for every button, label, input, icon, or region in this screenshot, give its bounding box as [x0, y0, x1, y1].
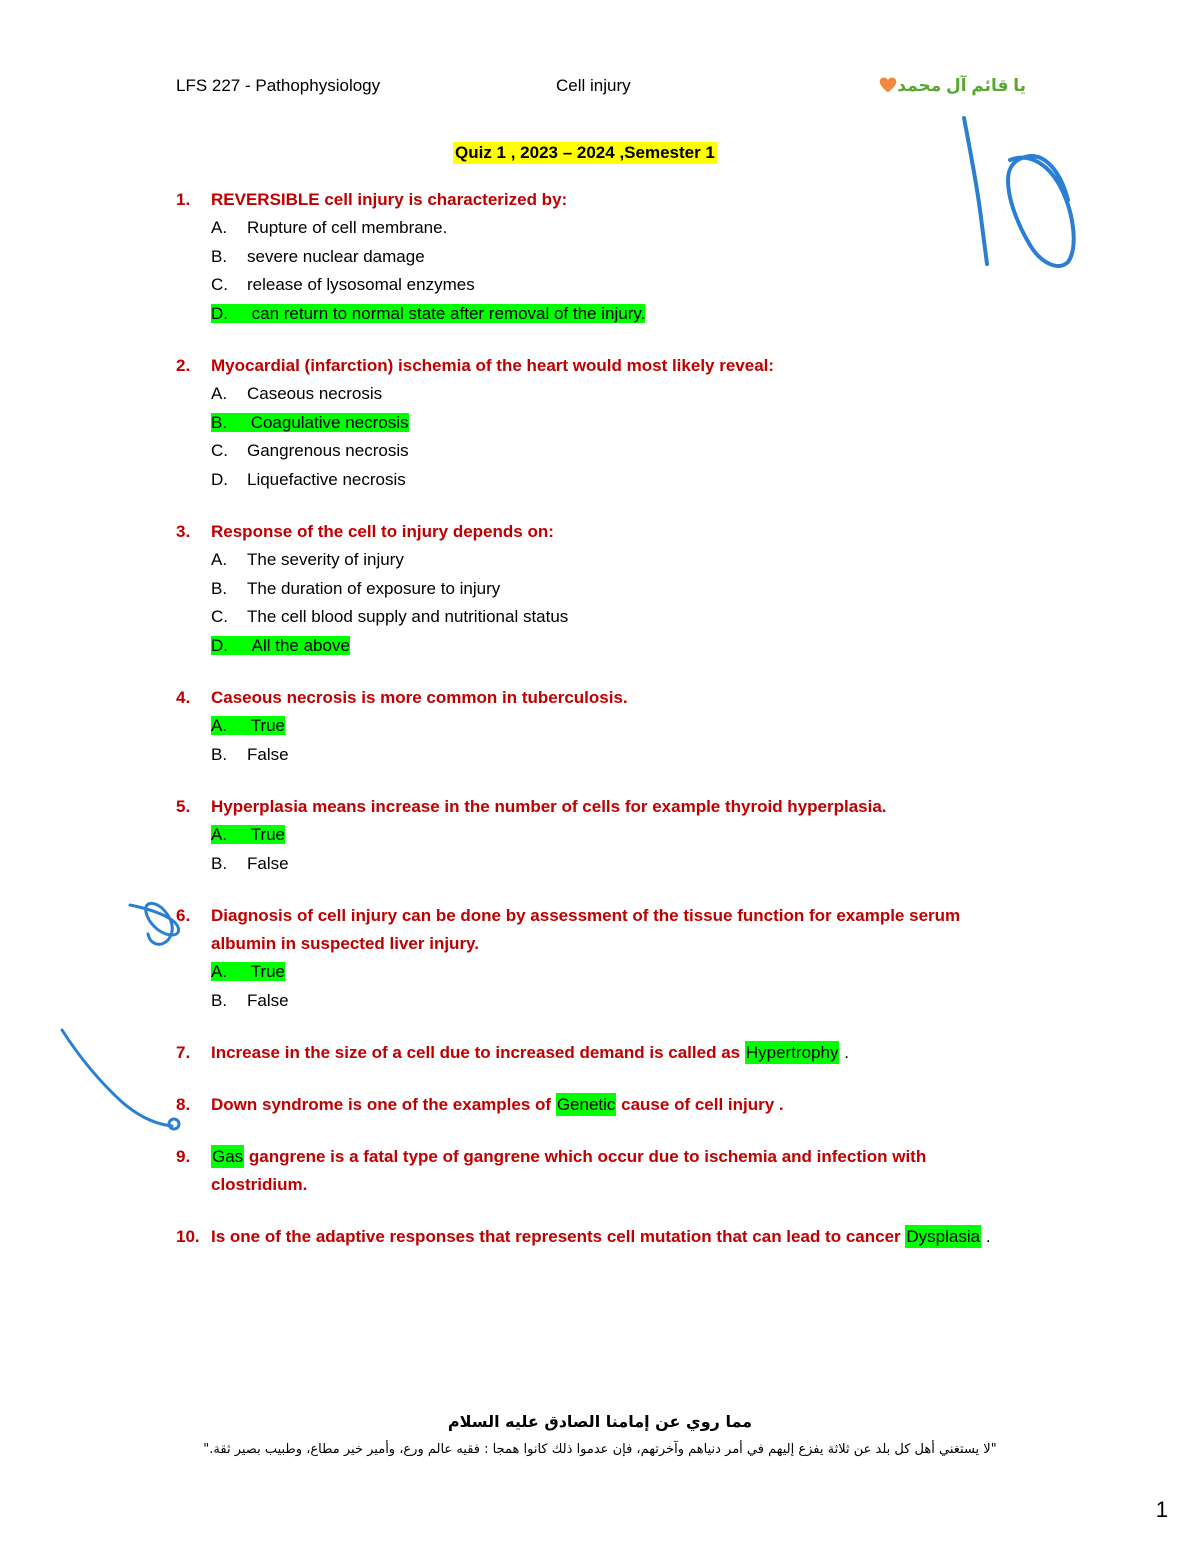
correct-answer-highlight: [211, 825, 285, 844]
fill-in-answer: Dysplasia: [906, 1227, 981, 1246]
question-4: [176, 684, 1006, 769]
page-number: 1: [1155, 1497, 1168, 1522]
question-text-tail: gangrene is a fatal type of gangrene which occur due to ischemia and infection with clostridium.: [211, 1147, 927, 1194]
option-a-correct: [176, 712, 1006, 741]
option-letter: B.: [211, 744, 228, 764]
option-letter: B.: [211, 412, 228, 432]
option-text: The cell blood supply and nutritional status: [247, 607, 569, 626]
option-letter: A.: [211, 218, 228, 237]
fill-in-answer: Genetic: [556, 1095, 616, 1114]
option-d-correct: [176, 632, 1006, 661]
arabic-quote: [170, 1412, 1030, 1461]
correct-answer-highlight: [211, 413, 409, 432]
quote-body: "لا يستغني أهل كل بلد عن ثلاثة يفزع إليهم في أمر دنياهم وآخرتهم، فإن عدموا ذلك كانوا همجا : فقيه عالم ورع، وأمير خير مطاع، وطبيب بصير ثقة.": [203, 1442, 997, 1457]
topic-title: Cell injury: [556, 76, 631, 95]
question-text: REVERSIBLE cell injury is characterized by:: [211, 190, 568, 209]
question-stem: [176, 793, 1006, 821]
invocation-label: يا قائم آل محمد: [897, 76, 1026, 95]
correct-answer-highlight: [211, 962, 285, 981]
option-letter: D.: [211, 635, 228, 655]
course-title: LFS 227 - Pathophysiology: [176, 76, 381, 95]
option-text: severe nuclear damage: [247, 246, 425, 266]
question-number: 1.: [176, 190, 191, 209]
option-text: False: [247, 744, 289, 764]
question-9: [176, 1143, 1006, 1199]
question-text-tail: .: [844, 1043, 849, 1062]
option-letter: A.: [211, 962, 228, 981]
correct-answer-highlight: [211, 716, 285, 735]
question-text: Myocardial (infarction) ischemia of the heart would most likely reveal:: [211, 356, 775, 375]
question-stem: [176, 1091, 1006, 1119]
option-text: Rupture of cell membrane.: [247, 218, 448, 237]
fill-in-answer: Hypertrophy: [745, 1043, 839, 1062]
question-number: 2.: [176, 356, 191, 375]
option-b: [176, 987, 1006, 1016]
correct-answer-highlight: [211, 304, 645, 323]
option-c: [176, 603, 1006, 632]
option-letter: C.: [211, 441, 228, 460]
question-stem: [176, 1039, 1006, 1067]
question-text: Is one of the adaptive responses that represents cell mutation that can lead to cancer: [211, 1227, 901, 1246]
option-text: Gangrenous necrosis: [247, 441, 409, 460]
option-a-correct: [176, 958, 1006, 987]
option-c: [176, 437, 1006, 466]
question-7: [176, 1039, 1006, 1067]
option-text: Caseous necrosis: [247, 384, 383, 403]
option-text: The duration of exposure to injury: [247, 578, 501, 598]
question-stem: [176, 902, 1006, 958]
option-text: False: [247, 990, 289, 1010]
question-10: [176, 1223, 1006, 1251]
invocation-text: [873, 76, 1026, 96]
option-text: release of lysosomal enzymes: [247, 275, 475, 294]
question-stem: [176, 186, 1006, 214]
question-number: 6.: [176, 906, 191, 925]
question-number: 8.: [176, 1095, 191, 1114]
fill-in-answer: Gas: [212, 1147, 244, 1166]
question-stem: [176, 352, 1006, 380]
scribble-stroke: [130, 903, 179, 944]
pen-line: [62, 1030, 172, 1126]
option-letter: B.: [211, 246, 228, 266]
question-text: Increase in the size of a cell due to increased demand is called as: [211, 1043, 741, 1062]
question-number: 3.: [176, 522, 191, 541]
option-letter: D.: [211, 303, 228, 323]
question-list: [176, 186, 1006, 1275]
option-letter: D.: [211, 469, 228, 489]
option-text: can return to normal state after removal of the injury.: [251, 303, 646, 323]
question-number: 4.: [176, 688, 191, 707]
option-text: True: [250, 825, 286, 844]
option-b: [176, 850, 1006, 879]
question-stem: [176, 518, 1006, 546]
question-2: [176, 352, 1006, 494]
option-text: The severity of injury: [247, 550, 404, 569]
quiz-title: Quiz 1 , 2023 – 2024 ,Semester 1: [455, 143, 715, 162]
option-text: False: [247, 853, 289, 873]
option-letter: C.: [211, 607, 228, 626]
question-text: Hyperplasia means increase in the number of cells for example thyroid hyperplasia.: [211, 797, 887, 816]
question-text: Down syndrome is one of the examples of: [211, 1095, 552, 1114]
option-text: Liquefactive necrosis: [247, 469, 406, 489]
quote-heading: مما روي عن إمامنا الصادق عليه السلام: [447, 1412, 753, 1431]
question-text-tail: .: [985, 1227, 991, 1246]
question-text: Response of the cell to injury depends on:: [211, 522, 554, 541]
question-stem: [176, 684, 1006, 712]
question-stem: [176, 1143, 1006, 1199]
question-number: 7.: [176, 1043, 191, 1062]
question-8: [176, 1091, 1006, 1119]
question-6: [176, 902, 1006, 1015]
option-letter: A.: [211, 550, 228, 569]
option-letter: B.: [211, 578, 228, 598]
option-d-correct: [176, 300, 1006, 329]
option-a: [176, 546, 1006, 575]
grade-mark-zero-stroke: [1008, 156, 1074, 266]
option-letter: B.: [211, 853, 228, 873]
option-letter: B.: [211, 990, 228, 1010]
option-c: [176, 271, 1006, 300]
scribble-mark: [130, 903, 179, 944]
option-text: True: [250, 962, 286, 981]
option-a: [176, 380, 1006, 409]
option-letter: A.: [211, 825, 228, 844]
question-number: 5.: [176, 797, 191, 816]
question-text-tail: cause of cell injury .: [621, 1095, 784, 1114]
option-text: All the above: [251, 635, 350, 655]
question-text: Diagnosis of cell injury can be done by assessment of the tissue function for example serum albumin in suspected liver injury.: [211, 906, 961, 953]
option-text: Coagulative necrosis: [250, 412, 409, 432]
option-letter: C.: [211, 275, 228, 294]
question-3: [176, 518, 1006, 660]
question-number: 10.: [176, 1227, 200, 1246]
question-5: [176, 793, 1006, 878]
option-letter: A.: [211, 716, 228, 735]
option-a: [176, 214, 1006, 243]
option-text: True: [250, 716, 286, 735]
pen-stroke: [62, 1030, 179, 1129]
heart-icon: [879, 76, 897, 94]
option-a-correct: [176, 821, 1006, 850]
question-text: Caseous necrosis is more common in tuberculosis.: [211, 688, 628, 707]
question-1: [176, 186, 1006, 328]
page-header: [176, 76, 1026, 100]
question-number: 9.: [176, 1147, 191, 1166]
question-stem: [176, 1223, 1006, 1251]
option-b: [176, 243, 1006, 272]
option-b: [176, 575, 1006, 604]
option-b-correct: [176, 409, 1006, 438]
correct-answer-highlight: [211, 636, 350, 655]
option-b: [176, 741, 1006, 770]
option-letter: A.: [211, 384, 228, 403]
option-d: [176, 466, 1006, 495]
